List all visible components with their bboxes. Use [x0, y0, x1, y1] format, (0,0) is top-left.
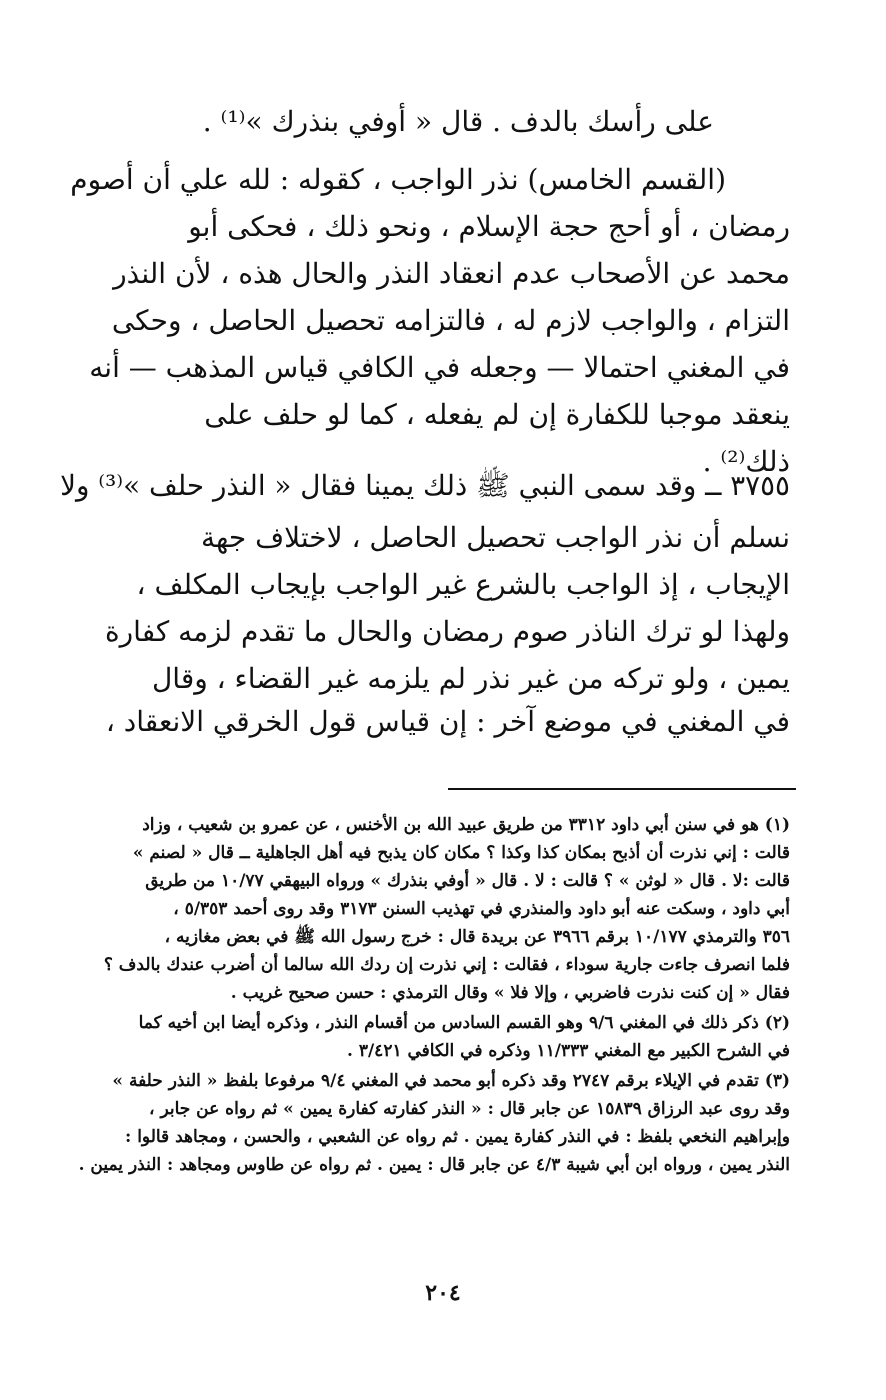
footnote-line-9: في الشرح الكبير مع المغني ١١/٣٣٣ وذكره في الكافي ٣/٤٢١ . [347, 1041, 790, 1061]
footnote-line-6: فلما انصرف جاءت جارية سوداء ، فقالت : إني نذرت إن ردك الله سالما أن أضرب عندك بالدف ؟ [103, 955, 790, 975]
page-number: ٢٠٤ [425, 1280, 461, 1306]
footnote-line-1: (١) هو في سنن أبي داود ٣٣١٢ من طريق عبيد الله بن الأخنس ، عن عمرو بن شعيب ، وزاد [142, 815, 790, 835]
body-line-5: التزام ، والواجب لازم له ، فالتزامه تحصيل الحاصل ، وحكى [111, 304, 790, 337]
footnote-line-2: قالت : إني نذرت أن أذبح بمكان كذا وكذا ؟ مكان كان يذبح فيه أهل الجاهلية ــ قال « لصنم » [132, 843, 790, 863]
body-line-3: رمضان ، أو أحج حجة الإسلام ، ونحو ذلك ، فحكى أبو [188, 210, 790, 243]
footnote-line-3: قالت :لا . قال « لوثن » ؟ قالت : لا . قال « أوفي بنذرك » ورواه البيهقي ١٠/٧٧ من طريق [145, 871, 790, 891]
footnote-line-5: ٣٥٦ والترمذي ١٠/١٧٧ برقم ٣٩٦٦ عن بريدة قال : خرج رسول الله ﷺ في بعض مغازيه ، [164, 927, 790, 947]
footnote-line-8: (٢) ذكر ذلك في المغني ٩/٦ وهو القسم السادس من أقسام النذر ، وذكره أيضا ابن أخيه كما [138, 1013, 790, 1033]
footnote-line-13: النذر يمين ، ورواه ابن أبي شيبة ٤/٣ عن جابر قال : يمين . ثم رواه عن طاوس ومجاهد : النذر يمين . [78, 1155, 790, 1175]
body-line-7: ينعقد موجبا للكفارة إن لم يفعله ، كما لو حلف على [204, 398, 790, 431]
body-line-6: في المغني احتمالا — وجعله في الكافي قياس المذهب — أنه [89, 351, 790, 384]
body-line-10: نسلم أن نذر الواجب تحصيل الحاصل ، لاختلاف جهة [200, 521, 790, 554]
body-line-1: على رأسك بالدف . قال « أوفي بنذرك »⁽¹⁾ . [202, 105, 714, 138]
body-line-9: ٣٧٥٥ ــ وقد سمى النبي ﷺ ذلك يمينا فقال « النذر حلف »⁽³⁾ ولا [60, 469, 790, 502]
footnote-divider [448, 788, 796, 790]
footnote-line-12: وإبراهيم النخعي بلفظ : في النذر كفارة يمين . ثم رواه عن الشعبي ، والحسن ، ومجاهد قالوا : [125, 1127, 790, 1147]
body-line-8: ذلك⁽²⁾ . [702, 445, 790, 478]
footnote-line-10: (٣) تقدم في الإيلاء برقم ٢٧٤٧ وقد ذكره أبو محمد في المغني ٩/٤ مرفوعا بلفظ « النذر حلفة » [112, 1071, 790, 1091]
footnote-line-11: وقد روى عبد الرزاق ١٥٨٣٩ عن جابر قال : « النذر كفارته كفارة يمين » ثم رواه عن جابر ، [149, 1099, 790, 1119]
body-line-11: الإيجاب ، إذ الواجب بالشرع غير الواجب بإيجاب المكلف ، [136, 568, 790, 601]
footnote-line-7: فقال « إن كنت نذرت فاضربي ، وإلا فلا » وقال الترمذي : حسن صحيح غريب . [230, 983, 790, 1003]
body-line-2: (القسم الخامس) نذر الواجب ، كقوله : لله علي أن أصوم [70, 163, 726, 196]
body-line-12: ولهذا لو ترك الناذر صوم رمضان والحال ما تقدم لزمه كفارة [104, 615, 790, 648]
body-line-4: محمد عن الأصحاب عدم انعقاد النذر والحال هذه ، لأن النذر [113, 257, 790, 290]
body-line-13: يمين ، ولو تركه من غير نذر لم يلزمه غير القضاء ، وقال [151, 662, 790, 695]
body-line-14: في المغني في موضع آخر : إن قياس قول الخرقي الانعقاد ، [105, 705, 790, 738]
footnote-line-4: أبي داود ، وسكت عنه أبو داود والمنذري في تهذيب السنن ٣١٧٣ وقد روى أحمد ٥/٣٥٣ ، [173, 899, 790, 919]
